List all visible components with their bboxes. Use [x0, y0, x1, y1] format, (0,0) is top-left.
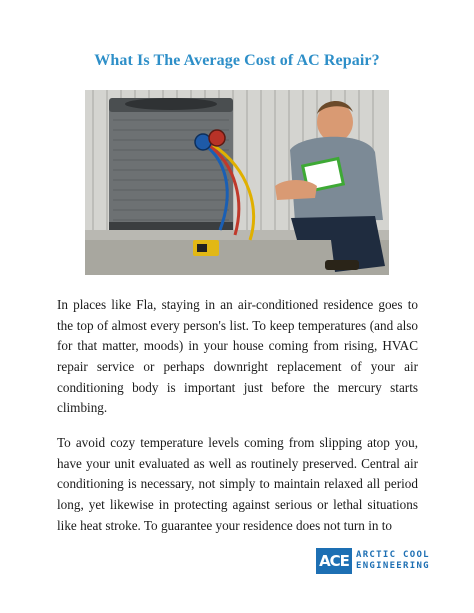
page-title: What Is The Average Cost of AC Repair?: [94, 52, 380, 69]
company-logo: [316, 547, 436, 575]
logo-text: [356, 550, 430, 572]
logo-line-2: ENGINEERING: [356, 561, 430, 571]
logo-line-1: ARCTIC COOL: [356, 550, 430, 560]
technician-servicing-ac-illustration: [85, 90, 389, 275]
intro-paragraph: In places like Fla, staying in an air-conditioned residence goes to the top of almost every person's list. To keep temperatures (and also for that matter, moods) in your house coming from rising, HVAC repair service or perhaps downright replacement of your air conditioning body is important just before the mercury starts climbing.: [57, 297, 418, 416]
ace-logo-mark: ACE: [316, 548, 352, 574]
body-paragraph: To avoid cozy temperature levels coming from slipping atop you, have your unit evaluated as well as routinely preserved. Central air conditioning is necessary, not simply to maintain relaxed all period long, yet likewise in protecting against serious or lethal situations like heat stroke. To guarantee your residence does not turn in to: [57, 435, 418, 533]
hero-photo: [85, 90, 389, 275]
